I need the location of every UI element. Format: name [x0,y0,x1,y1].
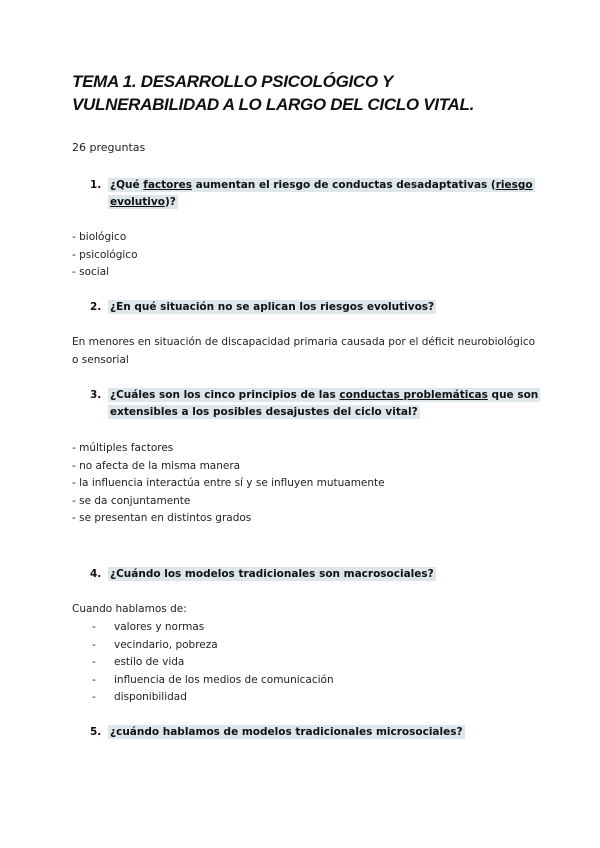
list-item: - la influencia interactúa entre sí y se influyen mutuamente [72,477,385,490]
answer-list-1 [72,229,138,282]
page-title: TEMA 1. DESARROLLO PSICOLÓGICO Y VULNERABILIDAD A LO LARGO DEL CICLO VITAL. [72,72,474,114]
list-item: - no afecta de la misma manera [72,459,241,472]
question-number: 5. [90,726,102,738]
answer-list-3 [72,440,385,528]
answer-paragraph-2: En menores en situación de discapacidad primaria causada por el déficit neurobiológico o sensorial [72,336,536,366]
question-number: 4. [90,568,102,580]
answer-list-4 [92,619,334,707]
list-item: - influencia de los medios de comunicación [92,673,334,686]
question-1: 1. ¿Qué factores aumentan el riesgo de conductas desadaptativas (riesgo evolutivo)? [90,179,533,208]
list-item: - psicológico [72,248,138,261]
answer-intro-4: Cuando hablamos de: [72,603,187,615]
question-4: 4. ¿Cuándo los modelos tradicionales son macrosociales? [90,566,436,583]
list-item: - valores y normas [92,621,205,633]
list-item: - biológico [72,231,127,243]
question-3: 3. ¿Cuáles son los cinco principios de las conductas problemáticas que son extensibles a los posibles desajustes del ciclo vital? [90,389,539,418]
underlined-term: riesgo [495,179,533,191]
list-item: - múltiples factores [72,442,174,454]
list-item: - social [72,266,110,279]
list-item: - vecindario, pobreza [92,638,218,651]
question-number: 3. [90,389,102,401]
question-2: 2. ¿En qué situación no se aplican los riesgos evolutivos? [90,299,436,316]
underlined-term: evolutivo [110,196,165,208]
question-number: 2. [90,301,102,313]
underlined-term: factores [143,179,192,191]
list-item: - se presentan en distintos grados [72,512,252,525]
list-item: - disponibilidad [92,691,187,704]
underlined-term: conductas problemáticas [339,389,488,401]
question-5: 5. ¿cuándo hablamos de modelos tradicionales microsociales? [90,724,465,741]
list-item: - se da conjuntamente [72,494,191,507]
question-number: 1. [90,179,102,191]
list-item: - estilo de vida [92,656,185,669]
question-count: 26 preguntas [72,141,146,154]
